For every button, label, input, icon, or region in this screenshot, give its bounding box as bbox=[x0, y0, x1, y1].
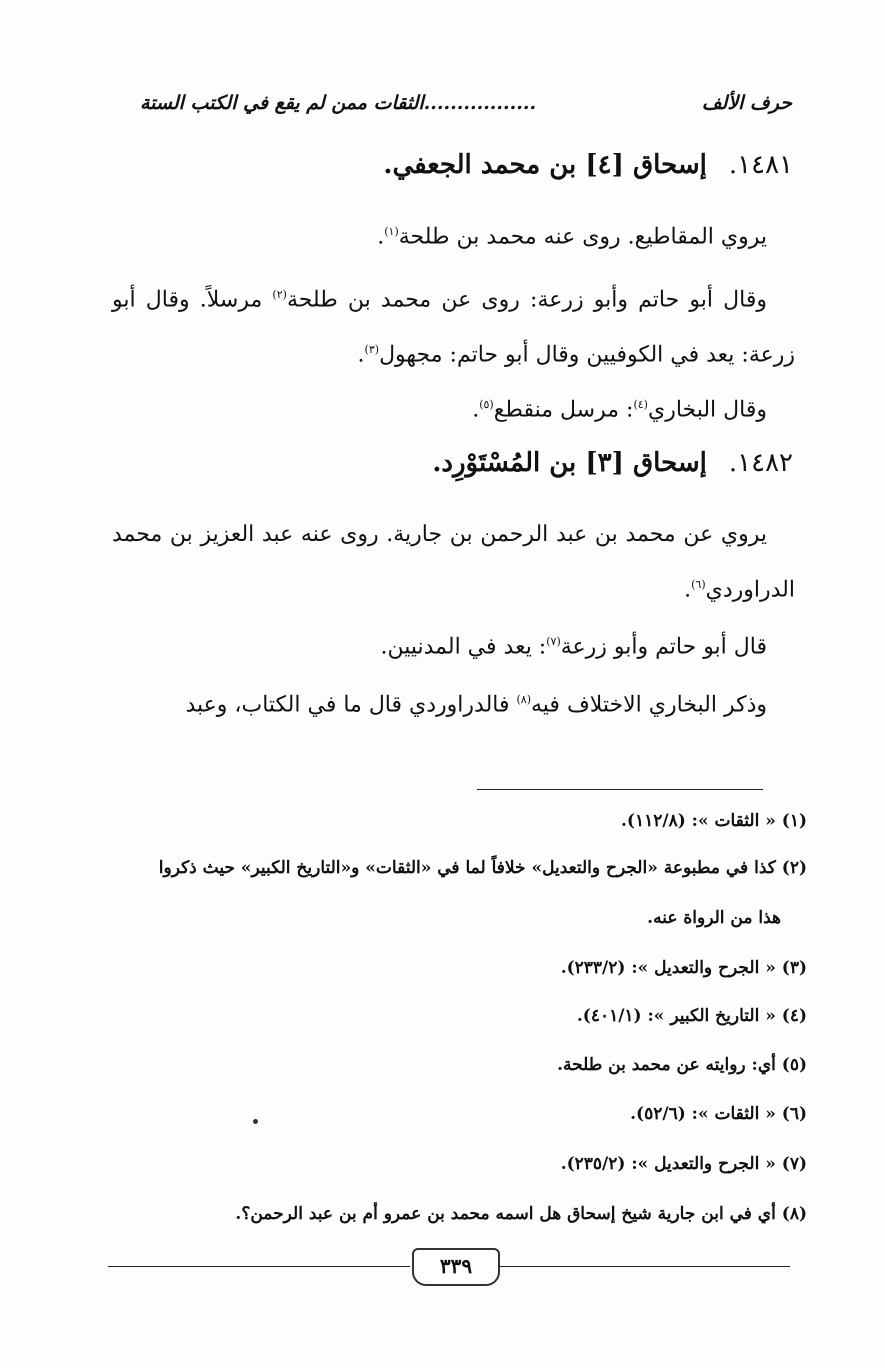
footer-rule-right bbox=[498, 1266, 790, 1267]
footnote-6: (٦) « الثقات »: (٥٢/٦). bbox=[630, 1104, 807, 1124]
footnote-8: (٨) أي في ابن جارية شيخ إسحاق هل اسمه محمد بن عمرو أم بن عبد الرحمن؟. bbox=[235, 1204, 807, 1224]
footnote-ref[interactable]: (٤) bbox=[633, 398, 648, 411]
entry-title-1481 bbox=[383, 150, 793, 180]
page-number: ٣٣٩ bbox=[412, 1248, 500, 1286]
entry-paragraph: يروي عن محمد بن عبد الرحمن بن جارية. روى عنه عبد العزيز بن محمد الدراوردي$^{(٦)}$. bbox=[112, 522, 795, 603]
header-section: .................الثقات ممن لم يقع في الكتب الستة bbox=[140, 92, 537, 114]
footnote-ref[interactable]: (١) bbox=[384, 225, 399, 238]
footnote-ref[interactable]: (٦) bbox=[691, 578, 706, 591]
entry-paragraph: وقال البخاري$^{(٤)}$: مرسل منقطع$^{(٥)}$. bbox=[472, 397, 767, 423]
entry-paragraph: يروي المقاطيع. روى عنه محمد بن طلحة$^{(١)}$. bbox=[377, 224, 767, 250]
footnote-separator bbox=[477, 789, 763, 790]
entry-paragraph: وذكر البخاري الاختلاف فيه$^{(٨)}$ فالدراوردي قال ما في الكتاب، وعبد bbox=[185, 692, 767, 718]
footnote-ref[interactable]: (٧) bbox=[546, 635, 561, 648]
footnote-2: (٢) كذا في مطبوعة «الجرح والتعديل» خلافاً لما في «الثقات» و«التاريخ الكبير» حيث ذكروا bbox=[158, 858, 807, 878]
footnote-ref[interactable]: (٢) bbox=[272, 288, 287, 301]
header-chapter: حرف الألف bbox=[701, 92, 792, 114]
running-header bbox=[140, 92, 792, 114]
footnote-ref[interactable]: (٥) bbox=[479, 398, 494, 411]
footnote-ref[interactable]: (٨) bbox=[516, 693, 531, 706]
footnote-7: (٧) « الجرح والتعديل »: (٢٣٥/٢). bbox=[560, 1154, 807, 1174]
ink-speck bbox=[253, 1119, 258, 1124]
entry-name: إسحاق [٤] بن محمد الجعفي. bbox=[383, 150, 707, 180]
footnote-ref[interactable]: (٣) bbox=[364, 343, 380, 357]
entry-number: ١٤٨١. bbox=[728, 150, 793, 180]
entry-paragraph: قال أبو حاتم وأبو زرعة$^{(٧)}$: يعد في المدنيين. bbox=[380, 634, 767, 660]
footnote-1: (١) « الثقات »: (١١٢/٨). bbox=[621, 811, 807, 831]
footnote-4: (٤) « التاريخ الكبير »: (٤٠١/١). bbox=[576, 1006, 807, 1026]
footer-rule-left bbox=[108, 1266, 410, 1267]
footnote-5: (٥) أي: روايته عن محمد بن طلحة. bbox=[557, 1055, 807, 1075]
footnote-3: (٣) « الجرح والتعديل »: (٢٣٣/٢). bbox=[560, 958, 807, 978]
entry-name: إسحاق [٣] بن المُسْتَوْرِد. bbox=[432, 448, 707, 478]
entry-number: ١٤٨٢. bbox=[728, 448, 793, 478]
footnote-2-continuation: هذا من الرواة عنه. bbox=[647, 908, 781, 928]
entry-title-1482 bbox=[432, 448, 793, 478]
entry-paragraph: وقال أبو حاتم وأبو زرعة: روى عن محمد بن طلحة$^{(٢)}$ مرسلاً. وقال أبو زرعة: يعد في الكوفيين وقال أبو حاتم: مجهول$^{(٣)}$. bbox=[112, 287, 795, 368]
